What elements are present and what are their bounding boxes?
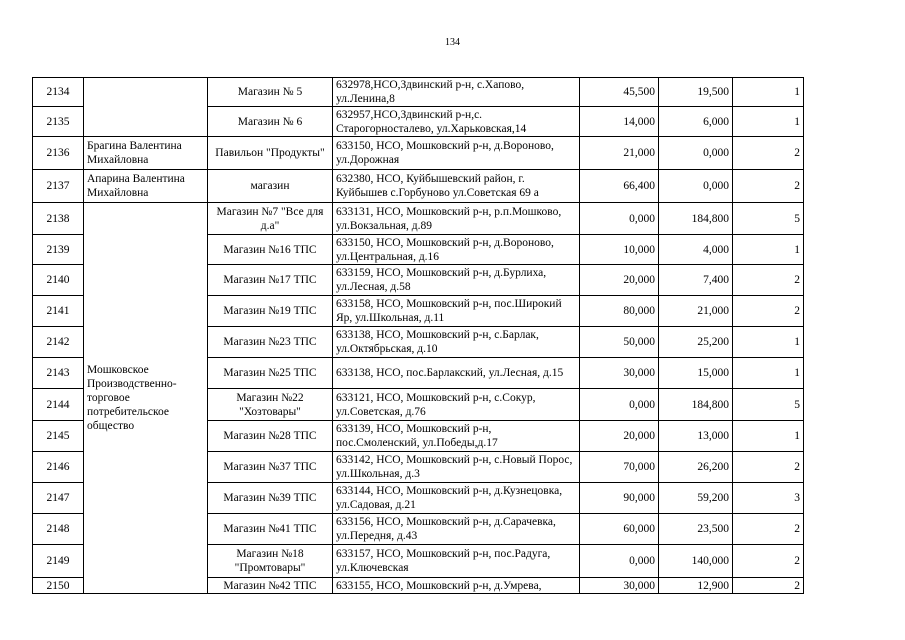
value-1: 66,400	[580, 170, 659, 203]
row-number: 2150	[33, 578, 84, 594]
shop-name: Павильон "Продукты"	[208, 137, 333, 170]
shop-address: 633155, НСО, Мошковский р-н, д.Умрева,	[333, 578, 580, 594]
value-1: 0,000	[580, 389, 659, 421]
shop-name: Магазин №19 ТПС	[208, 296, 333, 327]
row-number: 2139	[33, 235, 84, 265]
value-3: 2	[733, 452, 804, 483]
row-number: 2145	[33, 421, 84, 452]
shop-address: 633156, НСО, Мошковский р-н, д.Сарачевка, ул.Передня, д.43	[333, 514, 580, 545]
value-2: 26,200	[659, 452, 733, 483]
shop-address: 633131, НСО, Мошковский р-н, р.п.Мошково, ул.Вокзальная, д.89	[333, 203, 580, 235]
owner-name: Брагина Валентина Михайловна	[84, 137, 208, 170]
table-row	[33, 137, 804, 170]
value-1: 0,000	[580, 545, 659, 578]
shop-name: Магазин №23 ТПС	[208, 327, 333, 358]
value-3: 5	[733, 389, 804, 421]
shop-address: 633138, НСО, Мошковский р-н, с.Барлак, ул.Октябрьская, д.10	[333, 327, 580, 358]
shop-name: Магазин №22 "Хозтовары"	[208, 389, 333, 421]
row-number: 2140	[33, 265, 84, 296]
shop-name: Магазин №7 "Все для д.а"	[208, 203, 333, 235]
value-2: 19,500	[659, 78, 733, 107]
value-2: 21,000	[659, 296, 733, 327]
value-3: 2	[733, 514, 804, 545]
row-number: 2138	[33, 203, 84, 235]
shop-address: 633144, НСО, Мошковский р-н, д.Кузнецовка, ул.Садовая, д.21	[333, 483, 580, 514]
value-3: 2	[733, 296, 804, 327]
registry-table	[32, 77, 804, 594]
shop-name: Магазин №41 ТПС	[208, 514, 333, 545]
table-row	[33, 170, 804, 203]
value-2: 13,000	[659, 421, 733, 452]
owner-name-merged: Мошковское Производственно-торговое потребительское общество	[84, 203, 208, 594]
shop-name: Магазин №39 ТПС	[208, 483, 333, 514]
value-2: 59,200	[659, 483, 733, 514]
shop-name: Магазин №28 ТПС	[208, 421, 333, 452]
shop-address: 633139, НСО, Мошковский р-н, пос.Смоленский, ул.Победы,д.17	[333, 421, 580, 452]
shop-address: 633142, НСО, Мошковский р-н, с.Новый Порос, ул.Школьная, д.3	[333, 452, 580, 483]
shop-name: Магазин №18 "Промтовары"	[208, 545, 333, 578]
row-number: 2146	[33, 452, 84, 483]
page-number: 134	[445, 37, 460, 48]
shop-address: 633159, НСО, Мошковский р-н, д.Бурлиха, ул.Лесная, д.58	[333, 265, 580, 296]
shop-address: 632957,НСО,Здвинский р-н,с. Старогорносталево, ул.Харьковская,14	[333, 107, 580, 137]
row-number: 2141	[33, 296, 84, 327]
value-2: 23,500	[659, 514, 733, 545]
row-number: 2135	[33, 107, 84, 137]
value-1: 20,000	[580, 421, 659, 452]
value-2: 7,400	[659, 265, 733, 296]
value-1: 21,000	[580, 137, 659, 170]
table-row	[33, 203, 804, 235]
value-2: 184,800	[659, 389, 733, 421]
row-number: 2147	[33, 483, 84, 514]
value-3: 3	[733, 483, 804, 514]
value-1: 30,000	[580, 358, 659, 389]
shop-address: 633158, НСО, Мошковский р-н, пос.Широкий Яр, ул.Школьная, д.11	[333, 296, 580, 327]
value-3: 1	[733, 107, 804, 137]
shop-address: 633150, НСО, Мошковский р-н, д.Вороново, ул.Центральная, д.16	[333, 235, 580, 265]
shop-name: Магазин № 6	[208, 107, 333, 137]
shop-name: магазин	[208, 170, 333, 203]
value-1: 14,000	[580, 107, 659, 137]
value-2: 15,000	[659, 358, 733, 389]
value-3: 2	[733, 578, 804, 594]
value-1: 60,000	[580, 514, 659, 545]
value-1: 50,000	[580, 327, 659, 358]
value-3: 1	[733, 327, 804, 358]
value-3: 2	[733, 545, 804, 578]
value-2: 184,800	[659, 203, 733, 235]
shop-address: 633138, НСО, пос.Барлакский, ул.Лесная, д.15	[333, 358, 580, 389]
value-3: 2	[733, 170, 804, 203]
row-number: 2134	[33, 78, 84, 107]
shop-address: 633150, НСО, Мошковский р-н, д.Вороново, ул.Дорожная	[333, 137, 580, 170]
row-number: 2136	[33, 137, 84, 170]
value-2: 4,000	[659, 235, 733, 265]
owner-name: Апарина Валентина Михайловна	[84, 170, 208, 203]
row-number: 2143	[33, 358, 84, 389]
value-1: 20,000	[580, 265, 659, 296]
row-number: 2149	[33, 545, 84, 578]
value-3: 2	[733, 137, 804, 170]
value-2: 25,200	[659, 327, 733, 358]
shop-name: Магазин №17 ТПС	[208, 265, 333, 296]
value-3: 1	[733, 358, 804, 389]
row-number: 2148	[33, 514, 84, 545]
value-1: 45,500	[580, 78, 659, 107]
value-1: 30,000	[580, 578, 659, 594]
shop-name: Магазин №37 ТПС	[208, 452, 333, 483]
value-3: 1	[733, 78, 804, 107]
value-3: 2	[733, 265, 804, 296]
value-2: 0,000	[659, 137, 733, 170]
value-2: 6,000	[659, 107, 733, 137]
row-number: 2137	[33, 170, 84, 203]
value-1: 10,000	[580, 235, 659, 265]
row-number: 2142	[33, 327, 84, 358]
value-2: 12,900	[659, 578, 733, 594]
value-2: 0,000	[659, 170, 733, 203]
value-1: 90,000	[580, 483, 659, 514]
shop-name: Магазин №42 ТПС	[208, 578, 333, 594]
shop-name: Магазин №25 ТПС	[208, 358, 333, 389]
value-2: 140,000	[659, 545, 733, 578]
value-3: 1	[733, 421, 804, 452]
shop-address: 632978,НСО,Здвинский р-н, с.Хапово, ул.Ленина,8	[333, 78, 580, 107]
owner-cell-empty	[84, 78, 208, 137]
shop-address: 632380, НСО, Куйбышевский район, г. Куйбышев с.Горбуново ул.Советская 69 а	[333, 170, 580, 203]
table-row	[33, 78, 804, 107]
value-3: 1	[733, 235, 804, 265]
value-3: 5	[733, 203, 804, 235]
value-1: 0,000	[580, 203, 659, 235]
shop-name: Магазин №16 ТПС	[208, 235, 333, 265]
shop-address: 633121, НСО, Мошковский р-н, с.Сокур, ул.Советская, д.76	[333, 389, 580, 421]
value-1: 80,000	[580, 296, 659, 327]
value-1: 70,000	[580, 452, 659, 483]
row-number: 2144	[33, 389, 84, 421]
shop-address: 633157, НСО, Мошковский р-н, пос.Радуга, ул.Ключевская	[333, 545, 580, 578]
shop-name: Магазин № 5	[208, 78, 333, 107]
